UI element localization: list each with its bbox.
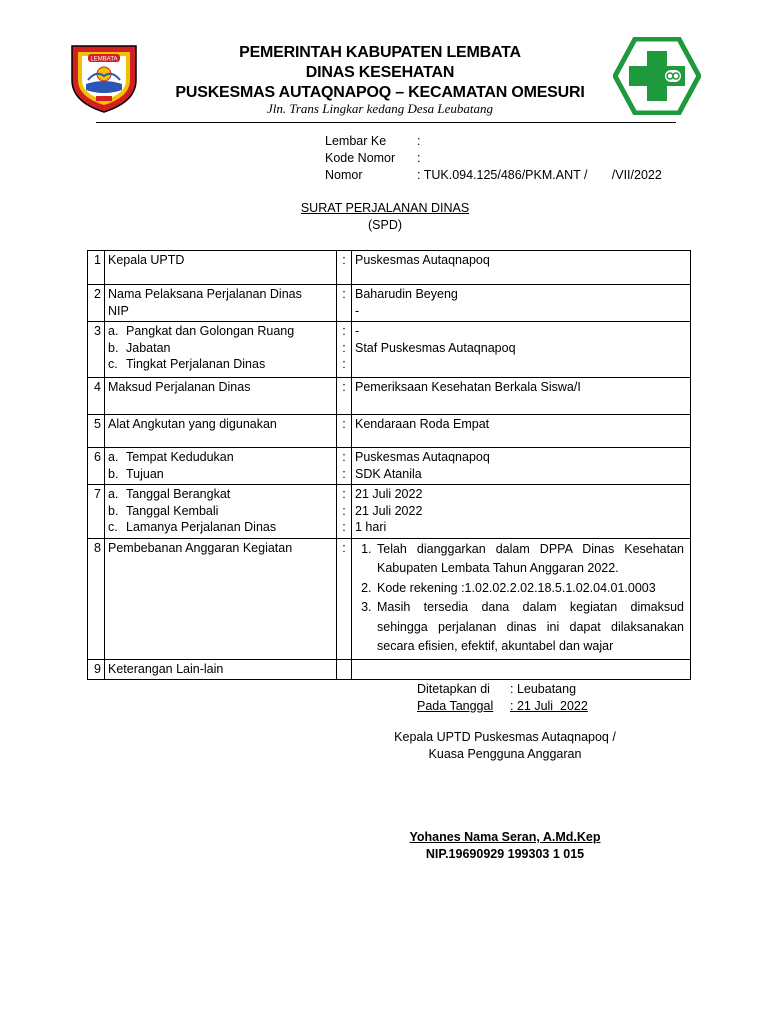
row-number: 7 — [88, 485, 105, 539]
row-value: Puskesmas Autaqnapoq — [352, 251, 691, 285]
kop-divider — [96, 122, 676, 123]
signer-identity — [360, 829, 650, 863]
sub-label: Jabatan — [126, 340, 171, 355]
signer-name: Yohanes Nama Seran, A.Md.Kep — [409, 830, 601, 844]
puskesmas-cross-logo-icon — [613, 37, 701, 115]
row-number: 5 — [88, 415, 105, 448]
row-label — [105, 485, 337, 539]
budget-list — [355, 540, 684, 657]
signer-role-line: Kepala UPTD Puskesmas Autaqnapoq / — [394, 730, 616, 744]
issued-date-value: : 21 Juli 2022 — [510, 699, 588, 713]
list-item: 1. Telah dianggarkan dalam DPPA Dinas Kesehatan Kabupaten Lembata Tahun Anggaran 2022. — [375, 540, 684, 579]
kop-line-1: PEMERINTAH KABUPATEN LEMBATA — [239, 44, 521, 61]
colon: : — [342, 503, 346, 518]
issued-date-label: Pada Tanggal — [417, 699, 494, 713]
document-title — [240, 200, 530, 234]
table-row — [88, 322, 691, 378]
lembar-label: Lembar Ke — [325, 134, 387, 148]
colon: : — [342, 324, 346, 338]
row-colon: : — [337, 251, 352, 285]
table-row — [88, 378, 691, 415]
issued-place-value: : Leubatang — [510, 682, 577, 696]
row-value-line: - — [355, 324, 360, 338]
row-colon — [337, 485, 352, 539]
row-value — [352, 322, 691, 378]
row-value — [352, 485, 691, 539]
row-number: 1 — [88, 251, 105, 285]
row-number: 3 — [88, 322, 105, 378]
title-main: SURAT PERJALANAN DINAS — [300, 201, 470, 215]
row-label-line: NIP — [108, 303, 129, 318]
kop-address: Jln. Trans Lingkar kedang Desa Leubatang — [266, 101, 494, 116]
sub-letter: a. — [108, 487, 119, 501]
sub-label: Tanggal Kembali — [126, 503, 219, 518]
row-colon: : — [337, 378, 352, 415]
row-colon: : — [337, 415, 352, 448]
list-item: 2. Kode rekening :1.02.02.2.02.18.5.1.02.04.01.0003 — [375, 579, 684, 599]
sub-letter: b. — [108, 503, 119, 518]
issued-block — [417, 681, 588, 715]
table-row — [88, 485, 691, 539]
row-label: Alat Angkutan yang digunakan — [105, 415, 337, 448]
row-value — [352, 659, 691, 680]
row-value-line: Staf Puskesmas Autaqnapoq — [355, 340, 516, 355]
row-value — [352, 538, 691, 659]
spd-table — [87, 250, 691, 680]
sub-letter: b. — [108, 340, 119, 355]
table-row — [88, 415, 691, 448]
lembar-value: : — [417, 134, 421, 148]
issued-place-label: Ditetapkan di — [417, 682, 490, 696]
letter-meta — [325, 133, 662, 184]
row-number: 8 — [88, 538, 105, 659]
row-colon — [337, 322, 352, 378]
table-row — [88, 285, 691, 322]
row-label — [105, 322, 337, 378]
row-label: Pembebanan Anggaran Kegiatan — [105, 538, 337, 659]
signer-role — [360, 729, 650, 763]
sub-label: Tempat Kedudukan — [126, 450, 234, 464]
colon: : — [342, 466, 346, 481]
sub-letter: a. — [108, 450, 119, 464]
list-item: 3. Masih tersedia dana dalam kegiatan dimaksud sehingga perjalanan dinas ini dapat dilaksanakan secara efisien, efektif, akuntabel dan wajar — [375, 598, 684, 657]
colon: : — [342, 340, 346, 355]
table-row — [88, 659, 691, 680]
row-value: Kendaraan Roda Empat — [352, 415, 691, 448]
row-value-line: Baharudin Beyeng — [355, 287, 458, 301]
row-value-line: 21 Juli 2022 — [355, 487, 423, 501]
row-label: Keterangan Lain-lain — [105, 659, 337, 680]
sub-letter: c. — [108, 520, 118, 534]
row-number: 6 — [88, 448, 105, 485]
sub-label: Pangkat dan Golongan Ruang — [126, 324, 295, 338]
nomor-label: Nomor — [325, 168, 363, 182]
table-row — [88, 448, 691, 485]
colon: : — [342, 520, 346, 534]
row-value — [352, 448, 691, 485]
row-value-line: - — [355, 303, 360, 318]
row-label — [105, 285, 337, 322]
colon: : — [342, 357, 346, 371]
kode-label: Kode Nomor — [325, 151, 396, 165]
row-colon: : — [337, 538, 352, 659]
row-label — [105, 448, 337, 485]
kop-line-2: DINAS KESEHATAN — [305, 64, 455, 81]
row-number: 9 — [88, 659, 105, 680]
row-label-line: Nama Pelaksana Perjalanan Dinas — [108, 287, 302, 301]
row-colon — [337, 659, 352, 680]
title-sub: (SPD) — [367, 218, 403, 232]
row-value — [352, 285, 691, 322]
table-row — [88, 538, 691, 659]
signer-role-line: Kuasa Pengguna Anggaran — [428, 747, 582, 761]
row-value-line: SDK Atanila — [355, 466, 422, 481]
colon: : — [342, 450, 346, 464]
row-number: 4 — [88, 378, 105, 415]
kop-line-3: PUSKESMAS AUTAQNAPOQ – KECAMATAN OMESURI — [175, 84, 585, 101]
row-value-line: 1 hari — [355, 520, 387, 534]
row-value-line: 21 Juli 2022 — [355, 503, 423, 518]
crest-text: LEMBATA — [90, 56, 118, 63]
signer-nip: NIP.19690929 199303 1 015 — [425, 847, 585, 861]
sub-label: Lamanya Perjalanan Dinas — [126, 520, 277, 534]
row-colon — [337, 448, 352, 485]
row-label: Maksud Perjalanan Dinas — [105, 378, 337, 415]
row-label: Kepala UPTD — [105, 251, 337, 285]
kode-value: : — [417, 151, 421, 165]
sub-label: Tujuan — [126, 466, 164, 481]
colon: : — [342, 487, 346, 501]
table-row — [88, 251, 691, 285]
nomor-value: : TUK.094.125/486/PKM.ANT / /VII/2022 — [417, 168, 662, 182]
letterhead — [0, 0, 768, 130]
row-value-line: Puskesmas Autaqnapoq — [355, 450, 490, 464]
sub-letter: a. — [108, 324, 119, 338]
sub-label: Tingkat Perjalanan Dinas — [126, 357, 266, 371]
sub-label: Tanggal Berangkat — [126, 487, 231, 501]
row-number: 2 — [88, 285, 105, 322]
row-colon: : — [337, 285, 352, 322]
sub-letter: c. — [108, 357, 118, 371]
sub-letter: b. — [108, 466, 119, 481]
row-value: Pemeriksaan Kesehatan Berkala Siswa/I — [352, 378, 691, 415]
